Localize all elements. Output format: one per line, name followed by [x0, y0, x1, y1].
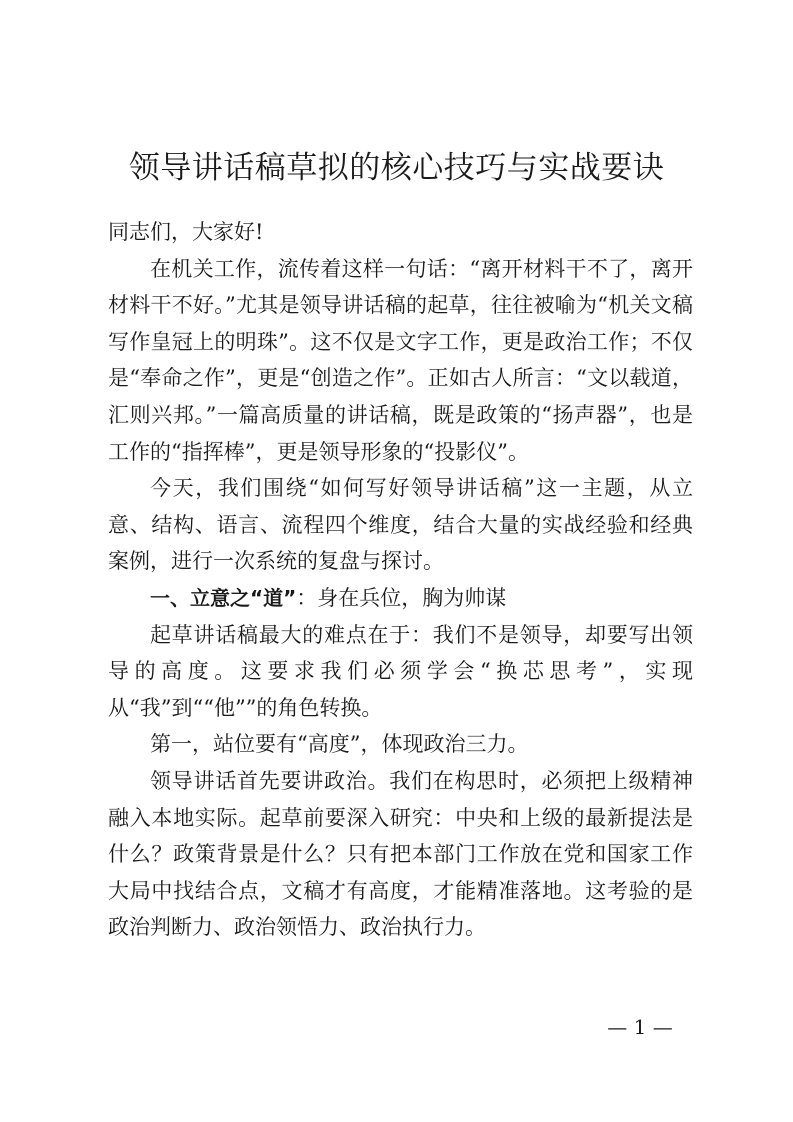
body-paragraph: 起草讲话稿最大的难点在于：我们不是领导，却要写出领导的高度。这要求我们必须学会“换芯思考”，实现从“我”到““他””的角色转换。	[108, 622, 693, 720]
page-number: — 1 —	[607, 1015, 673, 1039]
section-heading-subtitle: ：身在兵位，胸为帅谋	[296, 585, 507, 610]
body-paragraph: 第一，站位要有“高度”，体现政治三力。	[150, 732, 529, 757]
greeting-paragraph: 同志们，大家好!	[108, 220, 264, 244]
body-paragraph: 在机关工作，流传着这样一句话：“离开材料干不了，离开材料干不好。”尤其是领导讲话稿的起草，往往被喻为“机关文稿写作皇冠上的明珠”。这不仅是文字工作，更是政治工作；不仅是“奉命之作”，更是“创造之作”。正如古人所言：“文以载道，汇则兴邦。”一篇高质量的讲话稿，既是政策的“扬声器”，也是工作的“指挥棒”，更是领导形象的“投影仪”。	[108, 256, 693, 464]
body-paragraph: 今天，我们围绕“如何写好领导讲话稿”这一主题，从立意、结构、语言、流程四个维度，结合大量的实战经验和经典案例，进行一次系统的复盘与探讨。	[108, 476, 693, 574]
section-heading	[108, 580, 693, 617]
body-paragraph: 领导讲话首先要讲政治。我们在构思时，必须把上级精神融入本地实际。起草前要深入研究：中央和上级的最新提法是什么？政策背景是什么？只有把本部门工作放在党和国家工作大局中找结合点，文稿才有高度，才能精准落地。这考验的是政治判断力、政治领悟力、政治执行力。	[108, 768, 693, 940]
section-heading-bold: 一、立意之“道”	[150, 585, 297, 610]
document-title: 领导讲话稿草拟的核心技巧与实战要诀	[128, 150, 665, 186]
document-body	[108, 214, 693, 946]
